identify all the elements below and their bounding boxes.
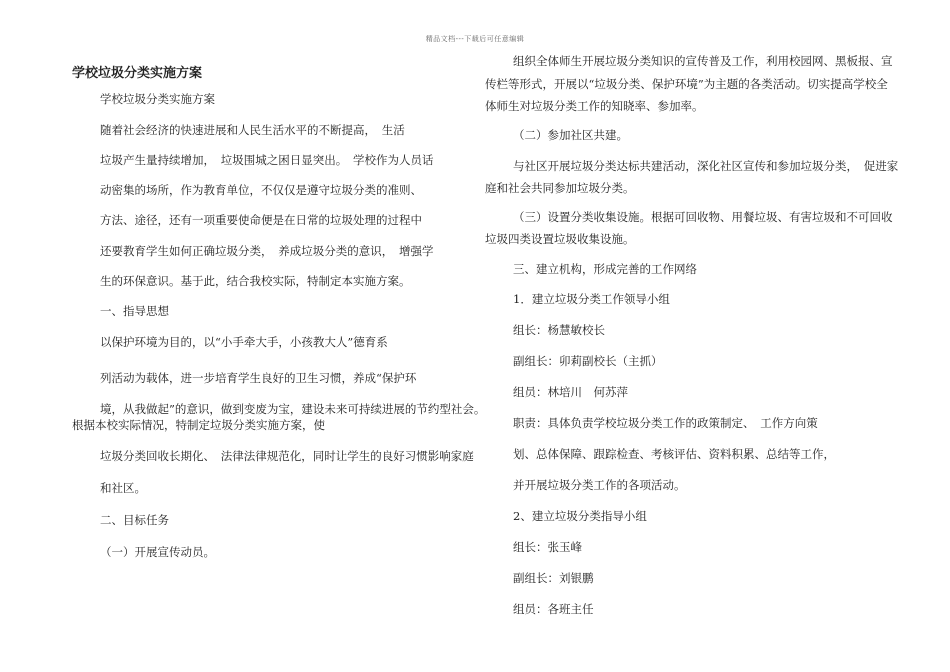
list-item: 1．建立垃圾分类工作领导小组 [513,292,670,306]
paragraph-line: 组织全体师生开展垃圾分类知识的宣传普及工作，利用校园网、黑板报、宣 [513,54,893,68]
list-item: 组长：张玉峰 [513,540,582,554]
subsection-heading: （二）参加社区共建。 [513,128,628,142]
document-title: 学校垃圾分类实施方案 [72,66,203,81]
paragraph-line: 和社区。 [100,481,146,495]
paragraph-line: 垃圾分类回收长期化、 法律法律规范化，同时让学生的良好习惯影响家庭 [100,449,474,463]
paragraph-line: 生的环保意识。基于此，结合我校实际，特制定本实施方案。 [100,274,411,288]
paragraph-line: 划、总体保障、跟踪检查、考核评估、资料积累、总结等工作， [513,447,835,461]
list-item: 组员：各班主任 [513,602,594,616]
paragraph-line: 动密集的场所，作为教育单位，不仅仅是遵守垃圾分类的准则、 [100,183,422,197]
section-heading: 一、指导思想 [100,304,169,318]
subtitle: 学校垃圾分类实施方案 [100,92,215,106]
list-item: 2、建立垃圾分类指导小组 [513,509,647,523]
paragraph-line: 垃圾四类设置垃圾收集设施。 [485,232,635,246]
list-item: 组员：林培川 何苏萍 [513,385,628,399]
list-item: 副组长：刘银鹏 [513,571,594,585]
paragraph-line: 方法、途径，还有一项重要使命便是在日常的垃圾处理的过程中 [100,213,422,227]
paragraph-line: 与社区开展垃圾分类达标共建活动，深化社区宣传和参加垃圾分类， 促进家 [513,159,899,173]
section-heading: 三、建立机构，形成完善的工作网络 [513,262,697,276]
list-item: 副组长：卯莉副校长（主抓） [513,354,663,368]
paragraph-line: 庭和社会共同参加垃圾分类。 [485,181,635,195]
paragraph-line: 传栏等形式，开展以“垃圾分类、保护环境”为主题的各类活动。切实提高学校全 [485,77,888,91]
paragraph-line: 以保护环境为目的，以“小手牵大手，小孩教大人”德育系 [100,335,388,349]
list-item: 组长：杨慧敏校长 [513,323,605,337]
paragraph-line: 体师生对垃圾分类工作的知晓率、参加率。 [485,99,704,113]
paragraph-line: 垃圾产生量持续增加， 垃圾围城之困日显突出。 学校作为人员话 [100,153,434,167]
subsection-heading: （三）设置分类收集设施。根据可回收物、用餐垃圾、有害垃圾和不可回收 [513,210,893,224]
paragraph-line: 职责：具体负责学校垃圾分类工作的政策制定、 工作方向策 [513,416,818,430]
paragraph-line: 并开展垃圾分类工作的各项活动。 [513,478,686,492]
section-heading: 二、目标任务 [100,513,169,527]
paragraph-line: 随着社会经济的快速进展和人民生活水平的不断提高， 生活 [100,123,405,137]
paragraph-line: 还要教育学生如何正确垃圾分类， 养成垃圾分类的意识， 增强学 [100,244,434,258]
right-column [475,0,950,672]
paragraph-line: 根据本校实际情况，特制定垃圾分类实施方案，使 [72,418,325,432]
paragraph-line: 境，从我做起”的意识，做到变废为宝，建设未来可持续进展的节约型社会。 [100,402,486,416]
page-header: 精品文档---下载后可任意编辑 [425,35,525,43]
subsection-heading: （一）开展宣传动员。 [100,545,215,559]
paragraph-line: 列活动为载体，进一步培育学生良好的卫生习惯，养成“保护环 [100,371,417,385]
